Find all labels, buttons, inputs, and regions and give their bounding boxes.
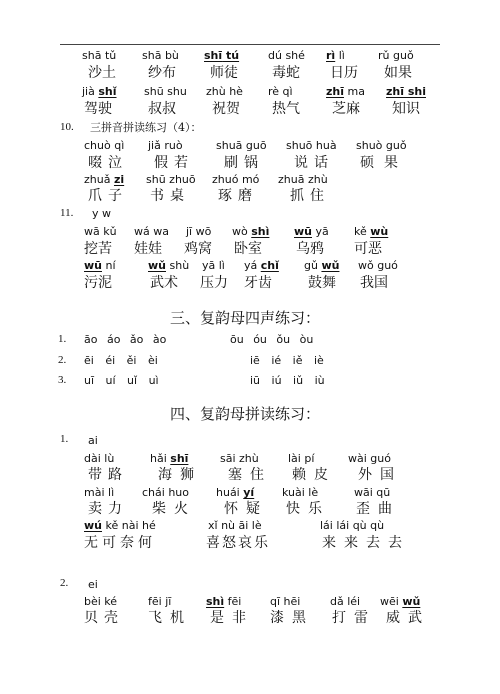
- underlined-syllable: wǔ: [321, 259, 340, 272]
- item-number: 11.: [60, 207, 74, 219]
- item-number: 3.: [58, 374, 67, 386]
- final-label: ei: [88, 578, 98, 591]
- item-number: 1.: [60, 433, 69, 445]
- section-title: 四、复韵母拼读练习：: [170, 405, 321, 423]
- underlined-syllable: rì: [326, 49, 336, 62]
- underlined-syllable: wú: [84, 519, 102, 532]
- underlined-syllable: wù: [370, 225, 389, 238]
- underlined-syllable: shī: [170, 452, 189, 465]
- underlined-syllable: wū: [84, 259, 102, 272]
- document-page: shā tǔ shā bù shī tú dú shé rì lì rǔ guǒ 沙土 纱布 师徒 毒蛇 日历 如果 jià shǐ shū shu zhù hè rè qì zhī ma zhī shi 驾驶 叔叔 祝贺 热气 芝麻 知识 10. 三拼音拼读练习（4）： chuò qì jiǎ ruò shuā guō shuō huà shuò guǒ 啜泣 假若 刷锅 说话 硕果 zhuǎ zi shū zhuō zhuó mó zhuā zhù 爪子 书桌 琢磨 抓住 11. y w wā kǔ wá wa jī wō wò shì wū yā kě wù 挖苦 娃娃 鸡窝 卧室 乌鸦 可恶 wū ní wǔ shù yā lì yá chǐ gǔ wǔ wǒ guó 污泥 武术 压力 牙齿 鼓舞 我国 三、复韵母四声练习： 1. āo áo ǎo ào ōu óu ǒu òu 2. ēi éi ěi èi iē ié iě iè 3. uī uí uǐ uì iū iú iǔ iù 四、复韵母拼读练习： 1. ai dài lù hǎi shī sāi zhù lài pí wài guó 带路 海狮 塞住 赖皮 外国 mài lì chái huo huái yí kuài lè wāi qū 卖力 柴火 怀疑 快乐 歪曲 wú kě nài hé xǐ nù āi lè lái lái qù qù 无可奈何 喜怒哀乐 来来去去 2. ei bèi ké fēi jī shì fēi qī hēi dǎ léi wēi wǔ 贝壳 飞机 是非 漆黑 打雷 威武: [0, 0, 500, 694]
- tone-row-left: āo áo ǎo ào: [84, 333, 167, 346]
- final-label: ai: [88, 434, 98, 447]
- tone-row-left: uī uí uǐ uì: [84, 374, 159, 387]
- underlined-syllable: shǐ: [98, 85, 117, 98]
- underlined-syllable: wǔ: [402, 595, 421, 608]
- tone-row-right: iē ié iě iè: [250, 354, 324, 367]
- underlined-syllable: wū: [294, 225, 312, 238]
- underlined-syllable: shì: [251, 225, 270, 238]
- item-number: 2.: [58, 354, 67, 366]
- tone-row-right: ōu óu ǒu òu: [230, 333, 314, 346]
- top-rule: [60, 44, 440, 45]
- underlined-syllable: shī: [204, 49, 223, 62]
- exercise-heading: 三拼音拼读练习（4）：: [90, 121, 202, 134]
- section-title: 三、复韵母四声练习：: [170, 309, 321, 327]
- tone-row-right: iū iú iǔ iù: [250, 374, 325, 387]
- item-number: 1.: [58, 333, 67, 345]
- underlined-syllable: zhī shi: [386, 85, 426, 98]
- tone-row-left: ēi éi ěi èi: [84, 354, 158, 367]
- underlined-syllable: chǐ: [260, 259, 279, 272]
- underlined-syllable: zi: [113, 173, 125, 186]
- underlined-syllable: zhī: [326, 85, 345, 98]
- exercise-heading: y w: [92, 207, 112, 220]
- item-number: 10.: [60, 121, 74, 133]
- underlined-syllable: wǔ: [148, 259, 166, 272]
- item-number: 2.: [60, 577, 69, 589]
- underlined-syllable: yí: [243, 486, 255, 499]
- underlined-syllable: shì: [206, 595, 225, 608]
